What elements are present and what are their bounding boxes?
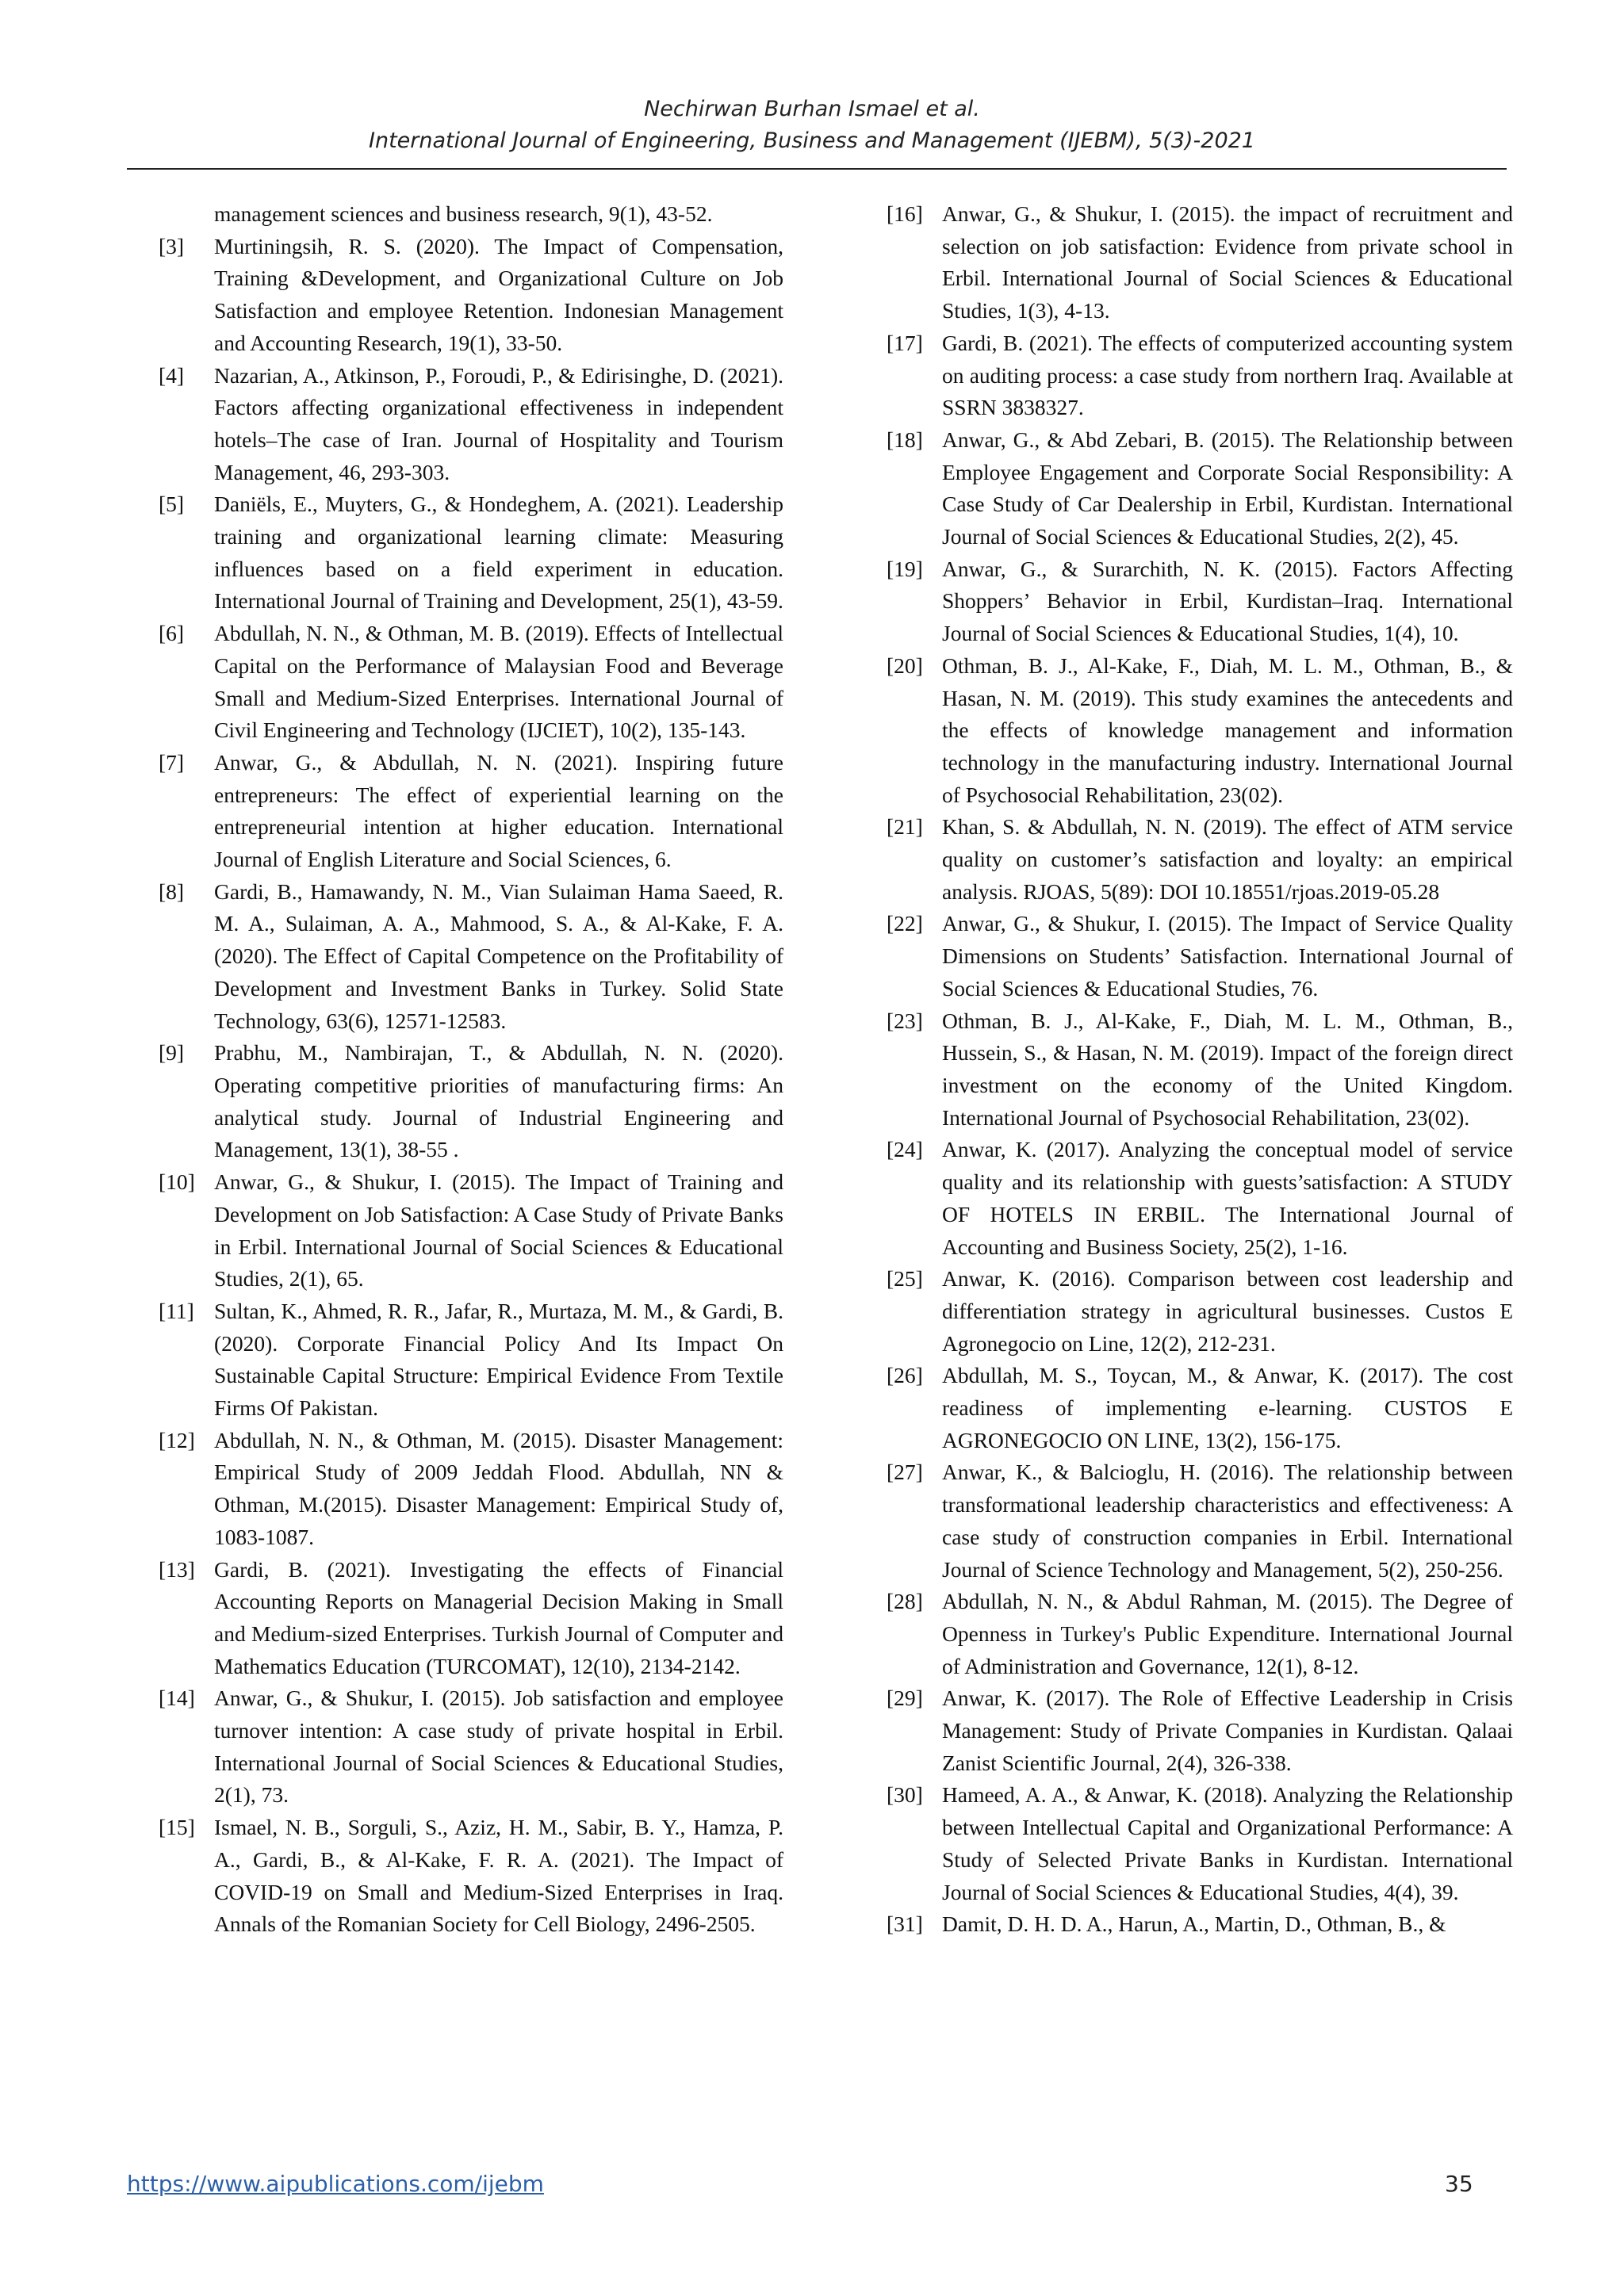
reference-number: [11] <box>159 1298 194 1323</box>
reference-3 <box>159 231 783 360</box>
reference-text: Anwar, G., & Shukur, I. (2015). the impact of recruitment and selection on job satisfaction: Evidence from private school in Erbil. International Journal of Social Sciences & Educational Studies, 1(3), 4-13. <box>942 201 1513 323</box>
reference-text: Murtiningsih, R. S. (2020). The Impact of Compensation, Training &Development, and Organizational Culture on Job Satisfaction and employee Retention. Indonesian Management and Accounting Research, 19(1), 33-50. <box>214 233 783 355</box>
reference-number: [29] <box>887 1686 923 1711</box>
reference-text: Damit, D. H. D. A., Harun, A., Martin, D., Othman, B., & <box>942 1911 1446 1937</box>
reference-number: [7] <box>159 749 185 775</box>
reference-text: Anwar, G., & Shukur, I. (2015). The Impact of Training and Development on Job Satisfaction: A Case Study of Private Banks in Erbil. International Journal of Social Sciences & Educational Studies, 2(1), 65. <box>214 1169 783 1292</box>
reference-text: Anwar, K., & Balcioglu, H. (2016). The relationship between transformational leadership characteristics and effectiveness: A case study of construction companies in Erbil. International Journal of Science Technology and Management, 5(2), 250-256. <box>942 1460 1513 1582</box>
reference-text: Anwar, K. (2017). Analyzing the conceptual model of service quality and its relationship with guests’satisfaction: A STUDY OF HOTELS IN ERBIL. The International Journal of Accounting and Business Society, 25(2), 1-16. <box>942 1137 1513 1259</box>
reference-text: Abdullah, N. N., & Abdul Rahman, M. (2015). The Degree of Openness in Turkey's Public Expenditure. International Journal of Administration and Governance, 12(1), 8-12. <box>942 1589 1513 1678</box>
reference-continuation <box>159 198 783 231</box>
reference-4 <box>159 360 783 489</box>
reference-number: [4] <box>159 362 185 388</box>
running-header <box>0 94 1624 157</box>
header-journal: International Journal of Engineering, Business and Management (IJEBM), 5(3)-2021 <box>369 128 1255 153</box>
reference-number: [26] <box>887 1363 923 1388</box>
reference-number: [31] <box>887 1911 923 1937</box>
reference-21 <box>887 811 1513 908</box>
reference-number: [10] <box>159 1169 195 1195</box>
left-column <box>159 198 783 1941</box>
reference-30 <box>887 1779 1513 1908</box>
reference-number: [24] <box>887 1137 923 1162</box>
header-authors: Nechirwan Burhan Ismael et al. <box>644 97 980 121</box>
reference-20 <box>887 650 1513 812</box>
reference-number: [16] <box>887 201 923 226</box>
reference-19 <box>887 553 1513 650</box>
reference-7 <box>159 747 783 876</box>
reference-24 <box>887 1134 1513 1263</box>
reference-number: [23] <box>887 1008 923 1033</box>
reference-text: Othman, B. J., Al-Kake, F., Diah, M. L. M., Othman, B., Hussein, S., & Hasan, N. M. (2019). Impact of the foreign direct investment on the economy of the United Kingdom. International Journal of Psychosocial Rehabilitation, 23(02). <box>942 1008 1513 1130</box>
reference-text: Gardi, B. (2021). The effects of computerized accounting system on auditing process: a case study from northern Iraq. Available at SSRN 3838327. <box>942 330 1513 420</box>
reference-text: management sciences and business research, 9(1), 43-52. <box>214 201 713 226</box>
reference-12 <box>159 1425 783 1554</box>
reference-number: [14] <box>159 1686 195 1711</box>
reference-text: Abdullah, N. N., & Othman, M. (2015). Disaster Management: Empirical Study of 2009 Jeddah Flood. Abdullah, NN & Othman, M.(2015). Disaster Management: Empirical Study of, 1083-1087. <box>214 1427 783 1549</box>
reference-text: Anwar, K. (2016). Comparison between cost leadership and differentiation strategy in agricultural businesses. Custos E Agronegocio on Line, 12(2), 212-231. <box>942 1266 1513 1356</box>
reference-17 <box>887 327 1513 424</box>
reference-14 <box>159 1682 783 1812</box>
reference-9 <box>159 1037 783 1166</box>
reference-text: Abdullah, M. S., Toycan, M., & Anwar, K. (2017). The cost readiness of implementing e-learning. CUSTOS E AGRONEGOCIO ON LINE, 13(2), 156-175. <box>942 1363 1513 1452</box>
header-divider <box>127 168 1507 170</box>
reference-text: Gardi, B., Hamawandy, N. M., Vian Sulaiman Hama Saeed, R. M. A., Sulaiman, A. A., Mahmood, S. A., & Al-Kake, F. A. (2020). The Effect of Capital Competence on the Profitability of Development and Investment Banks in Turkey. Solid State Technology, 63(6), 12571-12583. <box>214 878 783 1033</box>
reference-number: [20] <box>887 652 923 678</box>
reference-text: Ismael, N. B., Sorguli, S., Aziz, H. M., Sabir, B. Y., Hamza, P. A., Gardi, B., & Al-Kake, F. R. A. (2021). The Impact of COVID-19 on Small and Medium-Sized Enterprises in Iraq. Annals of the Romanian Society for Cell Biology, 2496-2505. <box>214 1815 783 1937</box>
reference-text: Anwar, G., & Abd Zebari, B. (2015). The Relationship between Employee Engagement and Corporate Social Responsibility: A Case Study of Car Dealership in Erbil, Kurdistan. International Journal of Social Sciences & Educational Studies, 2(2), 45. <box>942 427 1513 549</box>
reference-27 <box>887 1456 1513 1586</box>
reference-number: [8] <box>159 878 185 904</box>
reference-number: [22] <box>887 911 923 936</box>
reference-text: Anwar, G., & Shukur, I. (2015). Job satisfaction and employee turnover intention: A case study of private hospital in Erbil. International Journal of Social Sciences & Educational Studies, 2(1), 73. <box>214 1686 783 1808</box>
reference-16 <box>887 198 1513 327</box>
reference-text: Othman, B. J., Al-Kake, F., Diah, M. L. M., Othman, B., & Hasan, N. M. (2019). This study examines the antecedents and the effects of knowledge management and information technology in the manufacturing industry. International Journal of Psychosocial Rehabilitation, 23(02). <box>942 652 1513 807</box>
reference-18 <box>887 424 1513 553</box>
reference-text: Sultan, K., Ahmed, R. R., Jafar, R., Murtaza, M. M., & Gardi, B. (2020). Corporate Financial Policy And Its Impact On Sustainable Capital Structure: Empirical Evidence From Textile Firms Of Pakistan. <box>214 1298 783 1421</box>
reference-5 <box>159 488 783 618</box>
reference-number: [17] <box>887 330 923 355</box>
reference-25 <box>887 1263 1513 1360</box>
reference-26 <box>887 1360 1513 1456</box>
reference-10 <box>159 1166 783 1295</box>
reference-text: Abdullah, N. N., & Othman, M. B. (2019). Effects of Intellectual Capital on the Performance of Malaysian Food and Beverage Small and Medium-Sized Enterprises. International Journal of Civil Engineering and Technology (IJCIET), 10(2), 135-143. <box>214 621 783 743</box>
reference-13 <box>159 1554 783 1683</box>
reference-11 <box>159 1295 783 1425</box>
reference-text: Gardi, B. (2021). Investigating the effects of Financial Accounting Reports on Managerial Decision Making in Small and Medium-sized Enterprises. Turkish Journal of Computer and Mathematics Education (TURCOMAT), 12(10), 2134-2142. <box>214 1556 783 1678</box>
reference-number: [27] <box>887 1460 923 1485</box>
reference-text: Hameed, A. A., & Anwar, K. (2018). Analyzing the Relationship between Intellectual Capital and Organizational Performance: A Study of Selected Private Banks in Kurdistan. International Journal of Social Sciences & Educational Studies, 4(4), 39. <box>942 1782 1513 1904</box>
reference-number: [18] <box>887 427 923 452</box>
reference-6 <box>159 618 783 747</box>
right-column <box>887 198 1513 1941</box>
page-number: 35 <box>1445 2171 1473 2197</box>
reference-text: Anwar, G., & Surarchith, N. K. (2015). Factors Affecting Shoppers’ Behavior in Erbil, Kurdistan–Iraq. International Journal of Social Sciences & Educational Studies, 1(4), 10. <box>942 556 1513 646</box>
reference-15 <box>159 1812 783 1941</box>
reference-28 <box>887 1586 1513 1682</box>
reference-22 <box>887 908 1513 1004</box>
footer-journal-link[interactable]: https://www.aipublications.com/ijebm <box>127 2171 544 2197</box>
reference-number: [28] <box>887 1589 923 1614</box>
reference-number: [25] <box>887 1266 923 1292</box>
reference-number: [5] <box>159 492 185 517</box>
reference-number: [21] <box>887 814 923 840</box>
reference-number: [15] <box>159 1815 195 1840</box>
reference-text: Prabhu, M., Nambirajan, T., & Abdullah, N. N. (2020). Operating competitive priorities of manufacturing firms: An analytical study. Journal of Industrial Engineering and Management, 13(1), 38-55 . <box>214 1040 783 1162</box>
reference-text: Anwar, G., & Shukur, I. (2015). The Impact of Service Quality Dimensions on Students’ Satisfaction. International Journal of Social Sciences & Educational Studies, 76. <box>942 911 1513 1001</box>
reference-text: Khan, S. & Abdullah, N. N. (2019). The effect of ATM service quality on customer’s satisfaction and loyalty: an empirical analysis. RJOAS, 5(89): DOI 10.18551/rjoas.2019-05.28 <box>942 814 1513 904</box>
reference-number: [19] <box>887 556 923 581</box>
reference-number: [30] <box>887 1782 923 1808</box>
reference-number: [6] <box>159 621 185 646</box>
reference-31 <box>887 1908 1513 1941</box>
reference-23 <box>887 1005 1513 1135</box>
reference-text: Daniëls, E., Muyters, G., & Hondeghem, A. (2021). Leadership training and organizational learning climate: Measuring influences based on a field experiment in education. International Journal of Training and Development, 25(1), 43-59. <box>214 492 783 614</box>
reference-29 <box>887 1682 1513 1779</box>
reference-text: Anwar, K. (2017). The Role of Effective Leadership in Crisis Management: Study of Private Companies in Kurdistan. Qalaai Zanist Scientific Journal, 2(4), 326-338. <box>942 1686 1513 1775</box>
reference-number: [13] <box>159 1556 195 1582</box>
reference-text: Anwar, G., & Abdullah, N. N. (2021). Inspiring future entrepreneurs: The effect of experiential learning on the entrepreneurial intention at higher education. International Journal of English Literature and Social Sciences, 6. <box>214 749 783 872</box>
reference-number: [9] <box>159 1040 185 1066</box>
reference-number: [3] <box>159 233 185 258</box>
reference-number: [12] <box>159 1427 195 1452</box>
reference-text: Nazarian, A., Atkinson, P., Foroudi, P., & Edirisinghe, D. (2021). Factors affecting organizational effectiveness in independent hotels–The case of Iran. Journal of Hospitality and Tourism Management, 46, 293-303. <box>214 362 783 484</box>
reference-8 <box>159 876 783 1038</box>
